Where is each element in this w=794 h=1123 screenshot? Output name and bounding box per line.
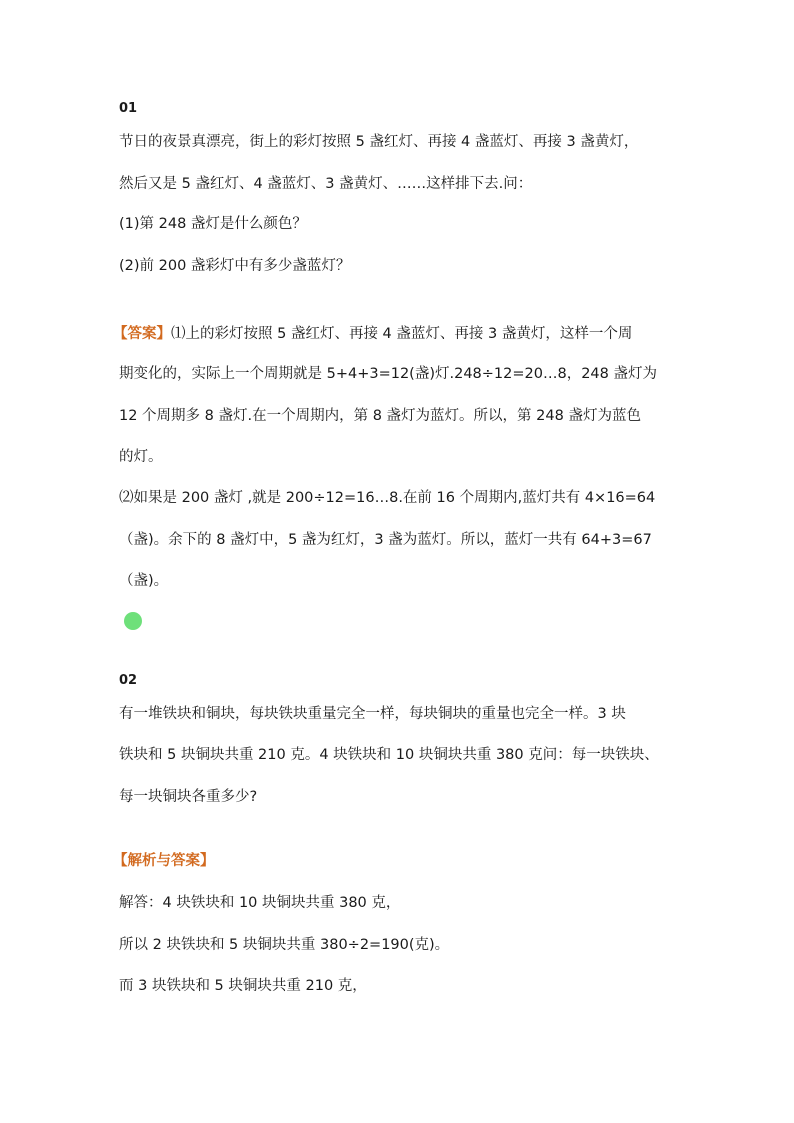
question-2-line-3: 每一块铜块各重多少? — [119, 789, 258, 805]
question-1-line-2: 然后又是 5 盏红灯、4 盏蓝灯、3 盏黄灯、……这样排下去.问： — [119, 176, 533, 192]
question-2-line-1: 有一堆铁块和铜块，每块铁块重量完全一样，每块铜块的重量也完全一样。3 块 — [119, 706, 626, 722]
answer-1-line-3: 12 个周期多 8 盏灯.在一个周期内，第 8 盏灯为蓝灯。所以，第 248 盏灯为蓝色 — [119, 408, 641, 424]
question-1-line-3: (1)第 248 盏灯是什么颜色？ — [119, 216, 307, 232]
answer-2-line-3: 而 3 块铁块和 5 块铜块共重 210 克， — [119, 978, 367, 994]
question-2-line-2: 铁块和 5 块铜块共重 210 克。4 块铁块和 10 块铜块共重 380 克问：每一块铁块、 — [119, 747, 659, 763]
answer-1-text-1: ⑴上的彩灯按照 5 盏红灯、再接 4 盏蓝灯、再接 3 盏黄灯，这样一个周 — [171, 326, 633, 342]
answer-1-line-6: （盏)。余下的 8 盏灯中，5 盏为红灯，3 盏为蓝灯。所以，蓝灯一共有 64+3=67 — [119, 532, 652, 548]
answer-2-line-2: 所以 2 块铁块和 5 块铜块共重 380÷2=190(克)。 — [119, 937, 450, 953]
question-1-line-1: 节日的夜景真漂亮，街上的彩灯按照 5 盏红灯、再接 4 盏蓝灯、再接 3 盏黄灯， — [119, 134, 639, 150]
answer-2-heading — [113, 851, 215, 871]
question-number-2: 02 — [119, 673, 138, 688]
answer-tag-1: 【答案】 — [113, 326, 171, 342]
green-dot-icon — [124, 612, 142, 630]
answer-1-line-1 — [113, 324, 633, 344]
answer-1-line-5: ⑵如果是 200 盏灯 ,就是 200÷12=16…8.在前 16 个周期内,蓝灯共有 4×16=64 — [119, 490, 656, 506]
question-1-line-4: (2)前 200 盏彩灯中有多少盏蓝灯？ — [119, 258, 351, 274]
answer-tag-2: 【解析与答案】 — [113, 853, 215, 869]
answer-1-line-7: （盏)。 — [119, 573, 169, 589]
answer-1-line-4: 的灯。 — [119, 449, 163, 465]
question-number-1: 01 — [119, 101, 138, 116]
answer-2-line-1: 解答：4 块铁块和 10 块铜块共重 380 克， — [119, 895, 401, 911]
answer-1-line-2: 期变化的，实际上一个周期就是 5+4+3=12(盏)灯.248÷12=20…8，248 盏灯为 — [119, 366, 657, 382]
